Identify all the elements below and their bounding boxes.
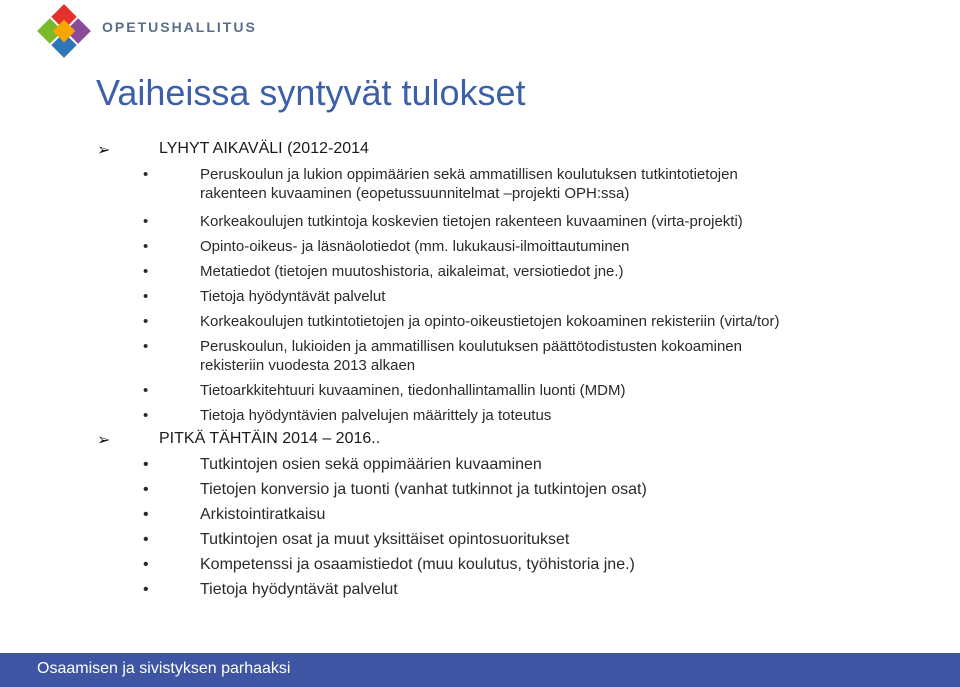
- bullet-dot-icon: •: [143, 338, 149, 355]
- bullet-text: Peruskoulun ja lukion oppimäärien sekä ammatillisen koulutuksen tutkintotietojen: [200, 166, 738, 183]
- bullet-dot-icon: •: [143, 238, 149, 255]
- arrow-bullet-icon: ➢: [97, 142, 111, 159]
- bullet-dot-icon: •: [143, 407, 149, 424]
- bullet-text: Peruskoulun, lukioiden ja ammatillisen koulutuksen päättötodistusten kokoaminen: [200, 338, 742, 355]
- bullet-text: Tietoja hyödyntävät palvelut: [200, 288, 386, 305]
- arrow-bullet-icon: ➢: [97, 432, 111, 449]
- bullet-dot-icon: •: [143, 556, 149, 573]
- bullet-dot-icon: •: [143, 581, 149, 598]
- bullet-dot-icon: •: [143, 481, 149, 498]
- footer-text: Osaamisen ja sivistyksen parhaaksi: [37, 660, 291, 677]
- slide-title: Vaiheissa syntyvät tulokset: [96, 72, 526, 113]
- bullet-dot-icon: •: [143, 166, 149, 183]
- bullet-dot-icon: •: [143, 456, 149, 473]
- bullet-text: rekisteriin vuodesta 2013 alkaen: [200, 357, 416, 374]
- section-heading-text: LYHYT AIKAVÄLI (2012-2014: [159, 140, 369, 157]
- bullet-text: Tietoja hyödyntävät palvelut: [200, 581, 398, 598]
- footer-bar: [0, 653, 960, 687]
- bullet-text: Kompetenssi ja osaamistiedot (muu koulutus, työhistoria jne.): [200, 556, 635, 573]
- bullet-dot-icon: •: [143, 506, 149, 523]
- bullet-text: Tietoja hyödyntävien palvelujen määrittely ja toteutus: [200, 407, 552, 424]
- bullet-text: Opinto-oikeus- ja läsnäolotiedot (mm. lukukausi-ilmoittautuminen: [200, 238, 630, 255]
- bullet-text: Tietojen konversio ja tuonti (vanhat tutkinnot ja tutkintojen osat): [200, 481, 647, 498]
- bullet-dot-icon: •: [143, 288, 149, 305]
- bullet-text: Metatiedot (tietojen muutoshistoria, aikaleimat, versiotiedot jne.): [200, 263, 624, 280]
- bullet-dot-icon: •: [143, 213, 149, 230]
- bullet-dot-icon: •: [143, 263, 149, 280]
- brand-name: OPETUSHALLITUS: [102, 19, 257, 35]
- bullet-dot-icon: •: [143, 313, 149, 330]
- bullet-text: Tietoarkkitehtuuri kuvaaminen, tiedonhallintamallin luonti (MDM): [200, 382, 626, 399]
- bullet-text: Tutkintojen osien sekä oppimäärien kuvaaminen: [200, 456, 542, 473]
- bullet-text: Tutkintojen osat ja muut yksittäiset opintosuoritukset: [200, 531, 570, 548]
- bullet-dot-icon: •: [143, 531, 149, 548]
- bullet-dot-icon: •: [143, 382, 149, 399]
- bullet-text: Korkeakoulujen tutkintoja koskevien tietojen rakenteen kuvaaminen (virta-projekti): [200, 213, 743, 230]
- section-heading-text: PITKÄ TÄHTÄIN 2014 – 2016..: [159, 430, 381, 447]
- bullet-text: Korkeakoulujen tutkintotietojen ja opinto-oikeustietojen kokoaminen rekisteriin (virta/tor): [200, 313, 780, 330]
- bullet-text: rakenteen kuvaaminen (eopetussuunnitelmat –projekti OPH:ssa): [200, 185, 630, 202]
- bullet-text: Arkistointiratkaisu: [200, 506, 326, 523]
